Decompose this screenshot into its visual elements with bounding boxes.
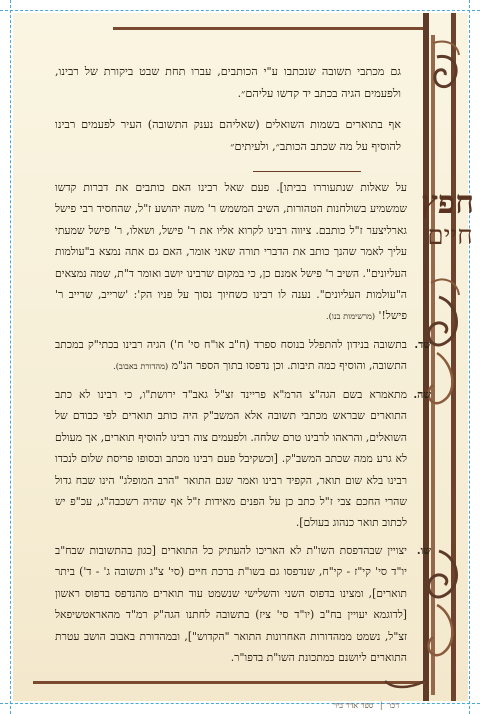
item-source-note: (מהדורת באבוב). — [113, 361, 169, 372]
footer-separator: | — [379, 701, 383, 710]
paragraph-306 — [55, 540, 431, 668]
footer-book-title: ספר אדר ביר — [333, 701, 374, 710]
page-guide-top — [0, 10, 480, 11]
page-guide-right — [469, 0, 470, 714]
item-number: שד. — [414, 338, 431, 351]
page-guide-left — [10, 0, 11, 714]
intro-paragraph-2: אף בתוארים בשמות השואלים (שאליהם נענק התשובה) העיר לפעמים רבינו להוסיף על מה שכתב הכותב״, ולעיתים״ — [55, 117, 401, 153]
item-text: יצויין שבהדפסת השו"ת לא האריכו להעתיק כל התוארים [כגון בהתשובות שבח"ב יו"ד סי' קי"ז - קי"ח, שנדפסו גם בשו"ת ברכת חיים (סי' צ"ג ותשובה ג' - ד') ביתר תוארים], ומצינו בדפוס השני והשלישי שנשמט עוד תוארים מהנדפס בדפוס ראשון [לדוגמא יעויין בח"ב (יו"ד סי' ציז) בתשובה לחתנו הגה"ק רמ"ד מהאראטשיפאל זצ"ל, נשמט ממהדורות האחרונות התואר "הקדוש"], ובמהדורת באבוב הושב עטרת התוארים ליושנם כמתכונת השו"ת בדפו"ר. — [55, 544, 407, 665]
page-footer — [319, 701, 399, 710]
item-text: על שאלות שנתעוררו בביתו]. פעם שאל רבינו האם כותבים את דברות קדשו שמשמיע בשולחנות הטהורות, השיב המשמש ר' משה יהושע ז"ל, שהחסיד רבי פישל גארליצער ז"ל כותבם. ציווה רבינו לקרוא אליו את ר' פישל, ושאלו, ר' פישל שמעתי עליך לאמר שהנך כותב את הדברי תורה שאני אומר, האם גם אתה נמצא ב"עולמות העליונים". השיב ר' פישל אמנם כן, כי במקום שרבינו יושב ואומר ד"ת, שמה נמצאים ה"עולמות העליונים". נענה לו רבינו כשחיוך נסוך על פניו הק': 'שרייב, שרייב ר' פישל!' — [55, 181, 407, 323]
title-line-2: חיים — [427, 221, 473, 251]
item-text: בתשובה בנידון להתפלל בנוסח ספרד (ח"ב או"ח סי' ח') הגיה רבינו בכתי"ק במכתב התשובה, והוסיף כמה תיבות. וכן נדפסו בתוך הספר הנ"מ — [55, 338, 407, 373]
page-guide-bottom — [0, 703, 480, 704]
item-body — [55, 177, 407, 328]
item-body — [55, 334, 407, 378]
page-number: רכו — [389, 701, 399, 710]
intro-section — [55, 61, 401, 166]
paragraph-continued — [55, 177, 407, 328]
item-text: מתאמרא בשם הגה"צ הרמ"א פריינד זצ"ל גאב"ד ירושת"ו, כי רבינו לא כתב התוארים שבראש מכתבי תשובה אלא המשב"ק היה כותב תוארים לפי כבודם של השואלים, והראהו לרבינו טרם שלחה. ולפעמים צוה רבינו להוסיף תוארים, אך מעולם לא גרע ממה שכתב המשב"ק. [וכשקיבל פעם רבינו מכתב ובסופו פריסת שלום לנכדו רבינו בלא שום תואר, הקפיד רבינו ואמר שגם התואר "הרב המופלג" הינו שבח גדול שהרי החכם צבי ז"ל כתב כן על הפנים מאידות ז"ל אף שהיה רשכבה"ג, עכ"פ יש לכתוב תואר כנהוג בעולם]. — [55, 388, 407, 530]
item-number: שה. — [413, 388, 431, 401]
document-page — [13, 13, 474, 710]
paragraph-305 — [55, 384, 431, 534]
book-title-vertical — [420, 183, 474, 273]
title-line-1: חפץ — [420, 183, 474, 221]
paragraph-304 — [55, 334, 431, 378]
section-divider — [253, 171, 361, 172]
item-number: שו. — [416, 544, 431, 557]
item-body — [55, 384, 407, 534]
item-source-note: (מרשימות בנו). — [326, 311, 376, 322]
intro-paragraph-1: גם מכתבי תשובה שנכתבו ע"י הכותבים, עברו תחת שבט ביקורת של רבינו, ולפעמים הגיה בכתב יד קדשו עליהם״. — [55, 65, 401, 101]
